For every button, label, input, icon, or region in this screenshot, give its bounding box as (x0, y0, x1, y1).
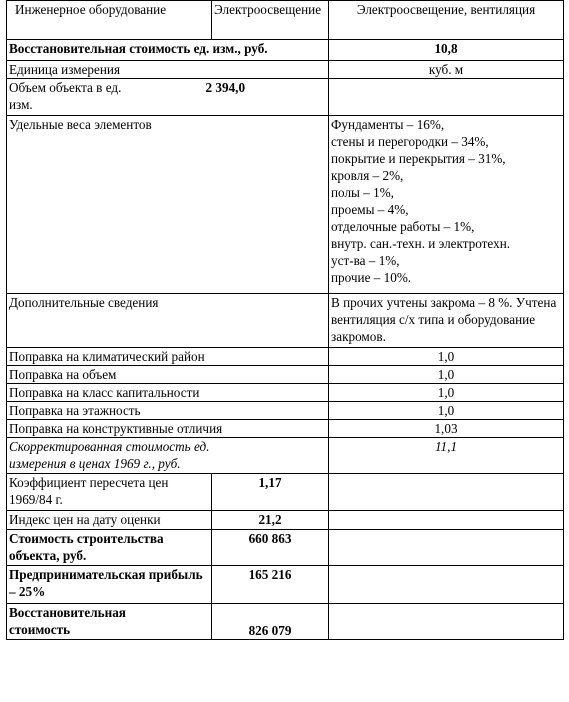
weights-label: Удельные веса элементов (7, 116, 329, 294)
weights-item: прочие – 10%. (331, 270, 412, 285)
extra-label: Дополнительные сведения (7, 294, 329, 348)
correction-value: 1,0 (329, 384, 564, 402)
volume-empty (329, 79, 564, 116)
correction-label: Поправка на этажность (7, 402, 329, 420)
weights-item: полы – 1%, (331, 185, 394, 200)
table-row (7, 604, 564, 640)
unit-label: Единица измерения (7, 61, 329, 79)
engineering-value-right (329, 1, 564, 40)
weights-list (329, 116, 564, 294)
weights-item: внутр. сан.-техн. и электротехн. (331, 236, 511, 251)
table-row (7, 1, 564, 40)
weights-item: кровля – 2%, (331, 168, 404, 183)
table-row (7, 348, 564, 366)
table-row (7, 402, 564, 420)
correction-value: 1,03 (329, 420, 564, 438)
engineering-value (212, 1, 329, 40)
table-row (7, 384, 564, 402)
corrected-value: 11,1 (329, 438, 564, 474)
table-row (7, 294, 564, 348)
valuation-table-container (6, 0, 563, 640)
weights-item: уст-ва – 1%, (331, 253, 400, 268)
index-value: 21,2 (212, 511, 329, 530)
restore-unit-label: Восстановительная стоимость ед. изм., руб. (7, 40, 329, 61)
volume-value (205, 79, 329, 116)
correction-value: 1,0 (329, 366, 564, 384)
table-row (7, 438, 564, 474)
correction-label: Поправка на класс капитальности (7, 384, 329, 402)
engineering-value-right-text: Электроосвещение, вентиляция (356, 2, 536, 17)
correction-label: Поправка на климатический район (7, 348, 329, 366)
engineering-label-text: Инженерное оборудование (15, 2, 167, 17)
corrected-label-text: Скорректированная стоимость ед. измерения в ценах 1969 г., руб. (9, 439, 210, 471)
restore-value: 826 079 (212, 604, 329, 640)
build-cost-empty (329, 530, 564, 566)
weights-item: стены и перегородки – 34%, (331, 134, 489, 149)
table-row (7, 366, 564, 384)
weights-item: покрытие и перекрытия – 31%, (331, 151, 506, 166)
table-row (7, 530, 564, 566)
engineering-label (7, 1, 212, 40)
restore-label-text: Восстановительная стоимость (9, 605, 126, 637)
volume-value-text: 2 394,0 (205, 80, 246, 95)
restore-label (7, 604, 212, 640)
correction-value: 1,0 (329, 348, 564, 366)
table-row (7, 566, 564, 604)
extra-text: В прочих учтены закрома – 8 %. Учтена вентиляция с/х типа и оборудование закромов. (329, 294, 564, 348)
weights-item: отделочные работы – 1%, (331, 219, 475, 234)
table-row (7, 79, 564, 116)
weights-item: Фундаменты – 16%, (331, 117, 445, 132)
index-label: Индекс цен на дату оценки (7, 511, 212, 530)
build-cost-label: Стоимость строительства объекта, руб. (7, 530, 212, 566)
coef-value: 1,17 (212, 474, 329, 511)
table-row (7, 420, 564, 438)
coef-empty (329, 474, 564, 511)
unit-value: куб. м (329, 61, 564, 79)
build-cost-value: 660 863 (212, 530, 329, 566)
corrected-label (7, 438, 329, 474)
table-row (7, 61, 564, 79)
table-row (7, 116, 564, 294)
valuation-table (6, 0, 564, 640)
coef-label: Коэффициент пересчета цен 1969/84 г. (7, 474, 212, 511)
correction-value: 1,0 (329, 402, 564, 420)
table-row (7, 511, 564, 530)
volume-label (7, 79, 212, 116)
restore-empty (329, 604, 564, 640)
profit-value: 165 216 (212, 566, 329, 604)
weights-item: проемы – 4%, (331, 202, 409, 217)
table-row (7, 474, 564, 511)
correction-label: Поправка на конструктивные отличия (7, 420, 329, 438)
engineering-value-text: Электроосвещение (214, 2, 322, 17)
table-row (7, 40, 564, 61)
profit-empty (329, 566, 564, 604)
index-empty (329, 511, 564, 530)
restore-unit-value: 10,8 (329, 40, 564, 61)
correction-label: Поправка на объем (7, 366, 329, 384)
volume-label-text: Объем объекта в ед. изм. (9, 80, 122, 112)
profit-label: Предпринимательская прибыль – 25% (7, 566, 212, 604)
